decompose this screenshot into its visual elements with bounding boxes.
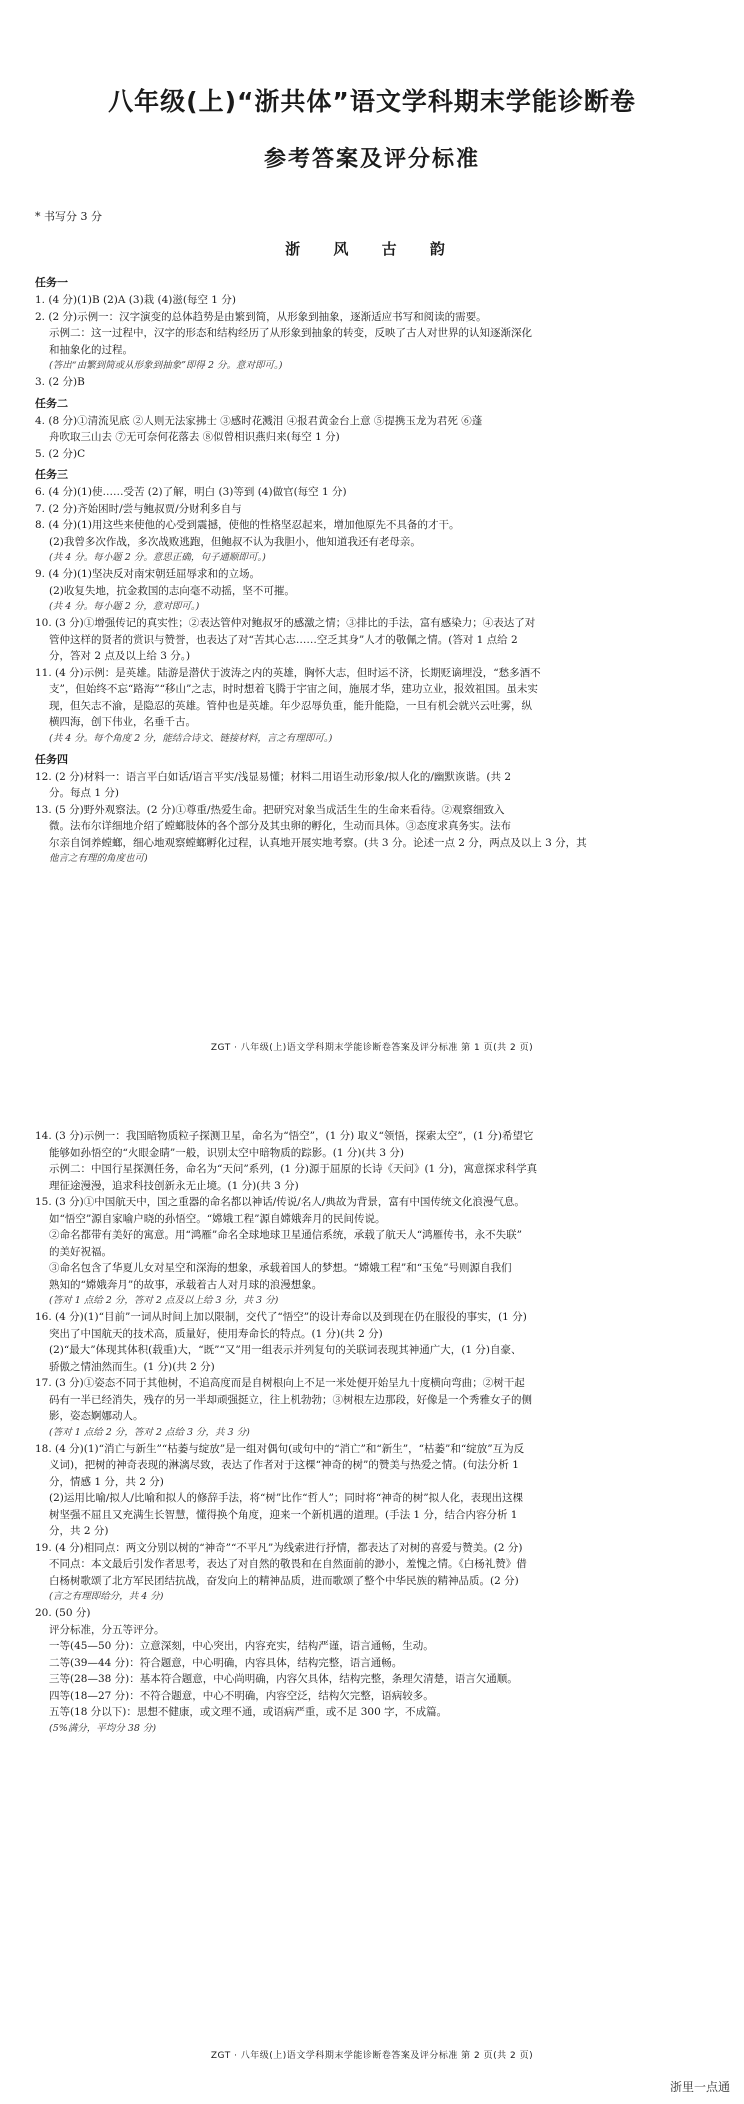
answer-line: 分。每点 1 分): [49, 787, 119, 799]
scoring-note: (共 4 分。每个角度 2 分，能结合诗文、链接材料，言之有理即可。): [49, 732, 333, 744]
exam-title: 八年级(上)“浙共体”语文学科期末学能诊断卷: [108, 87, 636, 116]
brand-watermark: 浙里一点通: [669, 2080, 730, 2094]
answer-line: 14. (3 分)示例一：我国暗物质粒子探测卫星，命名为“悟空”，(1 分) 取义“领悟，探索太空”，(1 分)希望它: [35, 1130, 534, 1142]
answer-key-subtitle: 参考答案及评分标准: [263, 147, 480, 172]
answer-line: 码有一半已经消失，残存的另一半却顽强挺立，往上机勃勃；③树根左边那段，好像是一个秀雅女子的侧: [49, 1393, 532, 1406]
answer-line: 能够如孙悟空的“火眼金睛”一般，识别太空中暗物质的踪影。(1 分)(共 3 分): [49, 1146, 404, 1159]
answer-line: (2)我曾多次作战，多次战败逃跑，但鲍叔不认为我胆小，他知道我还有老母亲。: [49, 535, 421, 548]
answer-line: 现，但矢志不渝，是隐忍的英雄。管仲也是英雄。年少忍辱负重，能升能隐，一旦有机会就兴云吐雾，纵: [49, 699, 532, 712]
answer-line: 7. (2 分)齐始困时/尝与鲍叔贾/分财利多自与: [35, 502, 242, 515]
answer-line: 舟吹取三山去 ⑦无可奈何花落去 ⑧似曾相识燕归来(每空 1 分): [49, 431, 340, 443]
answer-line: (2)运用比喻/拟人/比喻和拟人的修辞手法，将“树”比作“哲人”；同时将“神奇的树”拟人化，表现出这棵: [49, 1492, 524, 1504]
essay-grade-line: 二等(39—44 分)：符合题意，中心明确，内容具体，结构完整，语言通畅。: [49, 1656, 403, 1669]
scoring-note: (共 4 分。每小题 2 分。意思正确，句子通顺即可。): [49, 552, 266, 563]
answer-line: 3. (2 分)B: [35, 376, 85, 388]
answer-line: 19. (4 分)相同点：两文分别以树的“神奇”“不平凡”为线索进行抒情，都表达了对树的喜爱与赞美。(2 分): [35, 1541, 523, 1554]
answer-line: 18. (4 分)(1)“消亡与新生”“枯萎与绽放”是一组对偶句(或句中的“消亡”和“新生”，“枯萎”和“绽放”互为反: [35, 1442, 525, 1455]
answer-line: 支”，但始终不忘“路海”“移山”之志，时时想着飞腾于宇宙之间，施展才华，建功立业，报效祖国。虽未实: [49, 683, 538, 695]
answer-line: 微。法布尔详细地介绍了螳螂肢体的各个部分及其虫卵的孵化，生动而具体。③态度求真务实。法布: [49, 820, 511, 832]
answer-line: 突出了中国航天的技术高，质量好，使用寿命长的特点。(1 分)(共 2 分): [49, 1327, 383, 1340]
answer-line: 义词)，把树的神奇表现的淋漓尽致，表达了作者对于这棵“神奇的树”的赞美与热爱之情。(句法分析 1: [49, 1459, 519, 1471]
answer-line: 17. (3 分)①姿态不同于其他树，不追高度而是自树根向上不足一米处便开始呈九十度横向弯曲；②树干起: [35, 1377, 525, 1389]
essay-grade-line: 三等(28—38 分)：基本符合题意，中心尚明确，内容欠具体，结构完整，条理欠清楚，语言欠通顺。: [49, 1673, 518, 1685]
essay-grade-line: 四等(18—27 分)：不符合题意，中心不明确，内容空泛，结构欠完整，语病较多。: [49, 1689, 434, 1702]
answer-line: 2. (2 分)示例一：汉字演变的总体趋势是由繁到简，从形象到抽象，逐渐适应书写和阅读的需要。: [35, 310, 487, 323]
scoring-note: (答出“由繁到简或从形象到抽象”即得 2 分。意对即可。): [49, 360, 283, 371]
page2-body: [35, 1128, 680, 1737]
scoring-note: (言之有理即给分，共 4 分): [49, 1591, 164, 1602]
scoring-note: (5%满分，平均分 38 分): [49, 1722, 157, 1734]
scoring-note: 他言之有理的角度也可): [49, 853, 148, 864]
answer-line: 树坚强不屈且又充满生长智慧，懂得换个角度，迎来一个新机遇的道理。(手法 1 分，结合内容分析 1: [49, 1508, 518, 1521]
answer-line: 1. (4 分)(1)B (2)A (3)栽 (4)滋(每空 1 分): [35, 294, 236, 306]
answer-line: 理征途漫漫，追求科技创新永无止境。(1 分)(共 3 分): [49, 1179, 299, 1192]
answer-line: 示例二：中国行星探测任务，命名为“天问”系列，(1 分)源于屈原的长诗《天问》(1 分)，寓意探求科学真: [49, 1163, 538, 1175]
answer-line: 评分标准，分五等评分。: [49, 1623, 165, 1636]
answer-line: (2)收复失地，抗金救国的志向毫不动摇，坚不可摧。: [49, 584, 295, 597]
page1-body: [35, 270, 680, 867]
scoring-note: (共 4 分。每小题 2 分，意对即可。): [49, 601, 200, 612]
answer-line: 13. (5 分)野外观察法。(2 分)①尊重/热爱生命。把研究对象当成活生生的生命来看待。②观察细致入: [35, 803, 505, 816]
answer-line: 分，答对 2 点及以上给 3 分。): [49, 650, 191, 662]
answer-line: 分，情感 1 分，共 2 分): [49, 1475, 164, 1488]
answer-line: 11. (4 分)示例：是英雄。陆游是潜伏于波涛之内的英雄，胸怀大志，但时运不济，长期贬谪埋没，“愁多酒不: [35, 666, 541, 679]
task-heading: 任务四: [35, 752, 68, 766]
answer-line: 15. (3 分)①中国航天中，国之重器的命名都以神话/传说/名人/典故为背景，富有中国传统文化浪漫气息。: [35, 1196, 525, 1208]
writing-score-note: * 书写分 3 分: [35, 210, 102, 223]
answer-line: 5. (2 分)C: [35, 447, 86, 460]
answer-line: 尔亲自饲养螳螂，细心地观察螳螂孵化过程，认真地开展实地考察。(共 3 分。论述一点 2 分，两点及以上 3 分，其: [49, 836, 587, 849]
answer-line: ③命名包含了华夏儿女对星空和深海的想象，承载着国人的梦想。“嫦娥工程”和“玉兔”号则源自我们: [49, 1262, 512, 1274]
scoring-note: (答对 1 点给 2 分，答对 2 点及以上给 3 分，共 3 分): [49, 1295, 279, 1306]
answer-line: 6. (4 分)(1)使……受苦 (2)了解，明白 (3)等到 (4)做官(每空 1 分): [35, 486, 347, 498]
answer-line: 4. (8 分)①清流见底 ②人则无法家拂士 ③感时花溅泪 ④报君黄金台上意 ⑤提携玉龙为君死 ⑥蓬: [35, 414, 483, 427]
answer-line: 的美好祝福。: [49, 1245, 112, 1258]
answer-page-2: [0, 1090, 744, 2104]
answer-line: 12. (2 分)材料一：语言平白如话/语言平实/浅显易懂；材料二用语生动形象/拟人化的/幽默诙谐。(共 2: [35, 770, 512, 783]
answer-line: 10. (3 分)①增强传记的真实性；②表达管仲对鲍叔牙的感激之情；③排比的手法，富有感染力；④表达了对: [35, 617, 536, 629]
task-heading: 任务三: [35, 468, 68, 481]
page-footer: ZGT · 八年级(上)语文学科期末学能诊断卷答案及评分标准 第 1 页(共 2 页): [210, 1043, 534, 1053]
answer-line: 不同点：本文最后引发作者思考，表达了对自然的敬畏和在自然面前的渺小，羞愧之情。《白杨礼赞》借: [49, 1558, 527, 1570]
answer-line: 8. (4 分)(1)用这些来使他的心受到震撼，使他的性格坚忍起来，增加他原先不具备的才干。: [35, 519, 460, 531]
answer-line: 管仲这样的贤者的赏识与赞誉，也表达了对“苦其心志……空乏其身”人才的敬佩之情。(答对 1 点给 2: [49, 633, 518, 646]
answer-line: 白杨树歌颂了北方军民团结抗战，奋发向上的精神品质，进而歌颂了整个中华民族的精神品质。(2 分): [49, 1574, 519, 1587]
answer-line: 和抽象化的过程。: [49, 343, 133, 356]
answer-line: 分，共 2 分): [49, 1525, 109, 1537]
answer-line: (2)“最大”体现其体积(载重)大，“既”“又”用一组表示并列复句的关联词表现其神通广大，(1 分)自豪、: [49, 1344, 522, 1356]
answer-line: 熟知的“嫦娥奔月”的故事，承载着古人对月球的浪漫想象。: [49, 1278, 323, 1291]
task-heading: 任务二: [35, 396, 68, 410]
answer-line: 16. (4 分)(1)“目前”一词从时间上加以限制，交代了“悟空”的设计寿命以及到现在仍在服役的事实，(1 分): [35, 1311, 527, 1323]
page-footer: ZGT · 八年级(上)语文学科期末学能诊断卷答案及评分标准 第 2 页(共 2 页): [210, 2051, 534, 2061]
task-heading: 任务一: [35, 276, 68, 289]
answer-line: 9. (4 分)(1)坚决反对南宋朝廷屈辱求和的立场。: [35, 568, 260, 580]
answer-line: ②命名都带有美好的寓意。用“鸿雁”命名全球地球卫星通信系统，承载了航天人“鸿雁传书，永不失联”: [49, 1229, 522, 1241]
essay-grade-line: 一等(45—50 分)：立意深刻，中心突出，内容充实，结构严谨，语言通畅，生动。: [49, 1640, 434, 1652]
scoring-note: (答对 1 点给 2 分，答对 2 点给 3 分，共 3 分): [49, 1426, 250, 1438]
answer-line: 如“悟空”源自家喻户晓的孙悟空。“嫦娥工程”源自嫦娥奔月的民间传说。: [49, 1212, 386, 1225]
essay-grade-line: 五等(18 分以下)：思想不健康，或文理不通，或语病严重，或不足 300 字，不成篇。: [49, 1706, 448, 1718]
section-title: 浙 风 古 韵: [285, 240, 459, 258]
answer-line: 20. (50 分): [35, 1607, 91, 1619]
answer-line: 骄傲之情油然而生。(1 分)(共 2 分): [49, 1360, 215, 1373]
answer-line: 影，姿态婀娜动人。: [49, 1410, 144, 1422]
answer-line: 示例二：这一过程中，汉字的形态和结构经历了从形象到抽象的转变，反映了古人对世界的认知逐渐深化: [49, 327, 532, 339]
answer-line: 横四海，创下伟业，名垂千古。: [49, 716, 196, 728]
